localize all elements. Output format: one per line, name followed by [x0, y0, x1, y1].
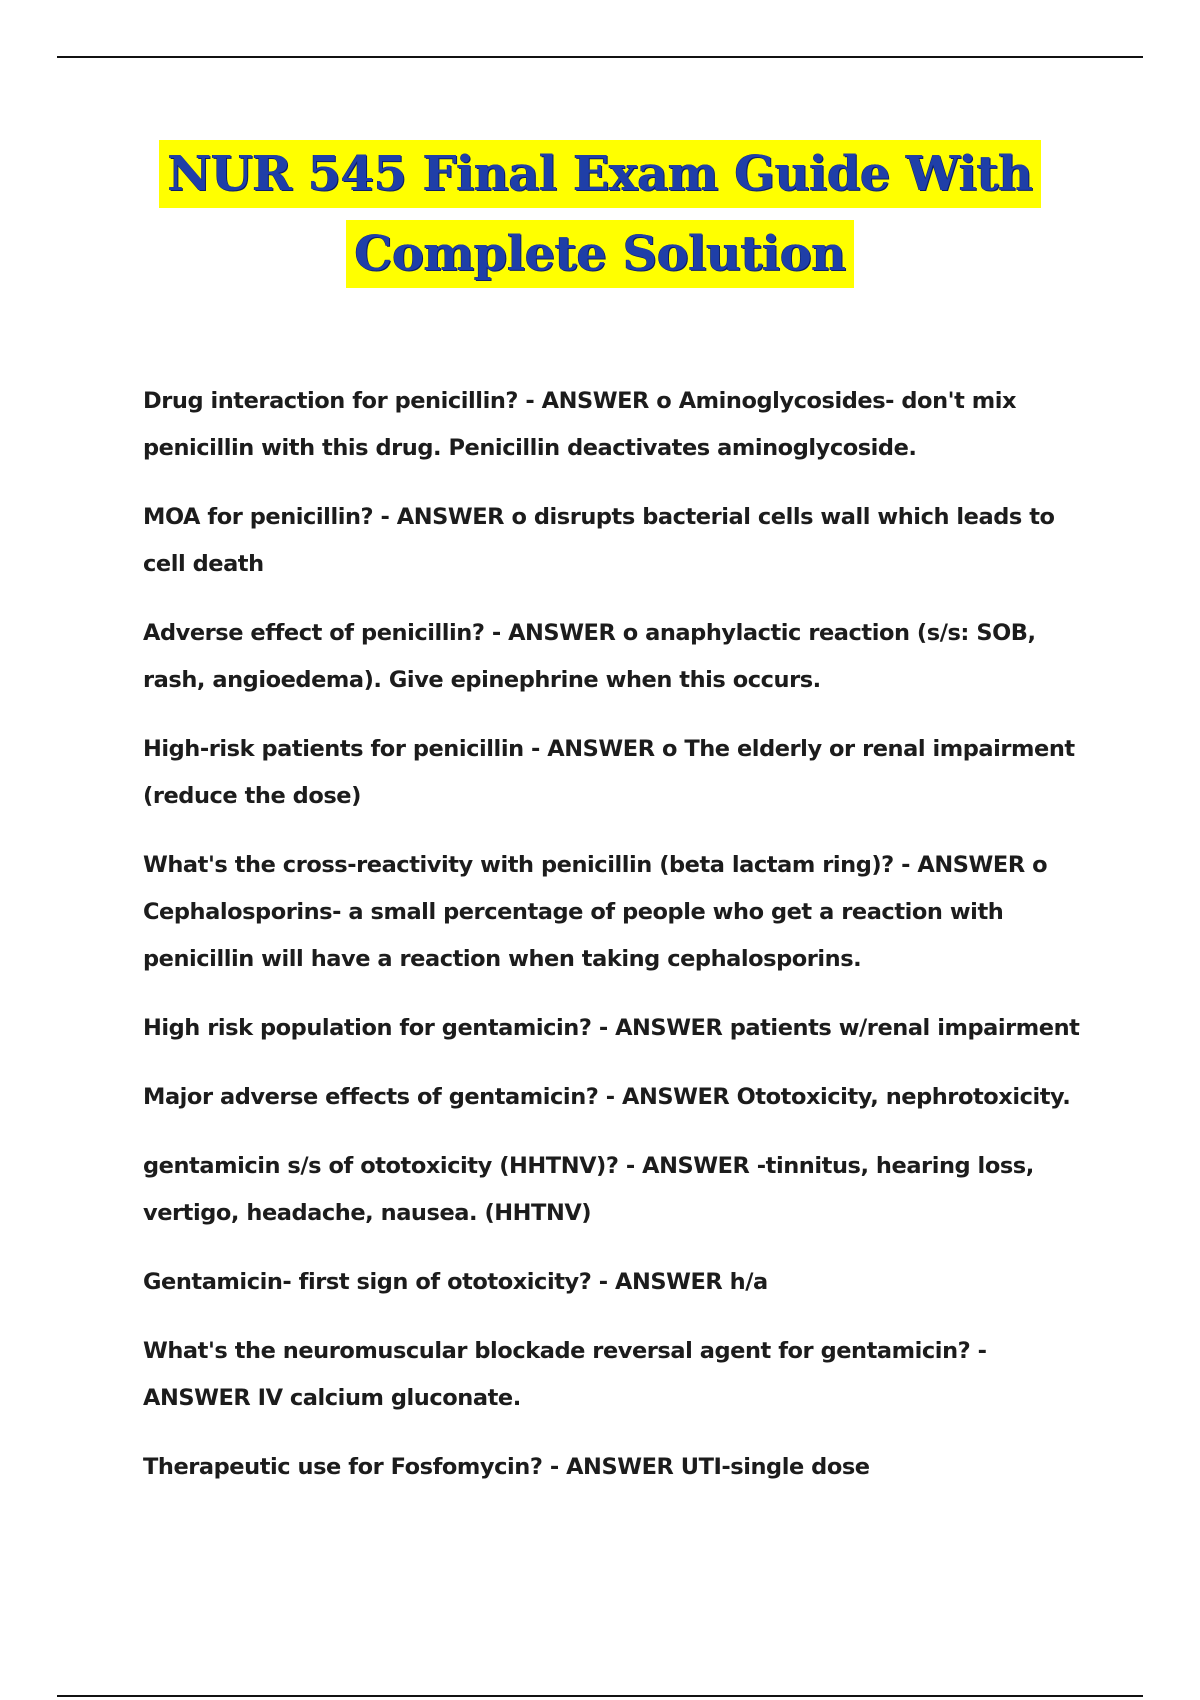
qa-item: High-risk patients for penicillin - ANSWER o The elderly or renal impairment (reduce the dose) — [143, 736, 1075, 809]
title-line-2: Complete Solution — [346, 220, 853, 288]
qa-item: MOA for penicillin? - ANSWER o disrupts bacterial cells wall which leads to cell death — [143, 504, 1055, 577]
qa-item: What's the cross-reactivity with penicillin (beta lactam ring)? - ANSWER o Cephalosporins- a small percentage of people who get a reaction with penicillin will have a reaction when taking cephalosporins. — [143, 852, 1048, 972]
qa-item: Major adverse effects of gentamicin? - ANSWER Ototoxicity, nephrotoxicity. — [143, 1084, 1071, 1110]
qa-list — [143, 378, 1093, 1513]
qa-item: gentamicin s/s of ototoxicity (HHTNV)? - ANSWER -tinnitus, hearing loss, vertigo, headache, nausea. (HHTNV) — [143, 1153, 1034, 1226]
qa-item: High risk population for gentamicin? - ANSWER patients w/renal impairment — [143, 1015, 1080, 1041]
title-line-1: NUR 545 Final Exam Guide With — [159, 140, 1040, 208]
qa-item: Gentamicin- first sign of ototoxicity? - ANSWER h/a — [143, 1269, 768, 1295]
bottom-divider — [57, 1695, 1143, 1697]
qa-item: Therapeutic use for Fosfomycin? - ANSWER UTI-single dose — [143, 1454, 870, 1480]
top-divider — [57, 56, 1143, 58]
qa-item: Drug interaction for penicillin? - ANSWER o Aminoglycosides- don't mix penicillin with this drug. Penicillin deactivates aminoglycoside. — [143, 388, 1017, 461]
document-title — [0, 140, 1200, 288]
qa-item: Adverse effect of penicillin? - ANSWER o anaphylactic reaction (s/s: SOB, rash, angioedema). Give epinephrine when this occurs. — [143, 620, 1036, 693]
qa-item: What's the neuromuscular blockade reversal agent for gentamicin? - ANSWER IV calcium gluconate. — [143, 1338, 987, 1411]
